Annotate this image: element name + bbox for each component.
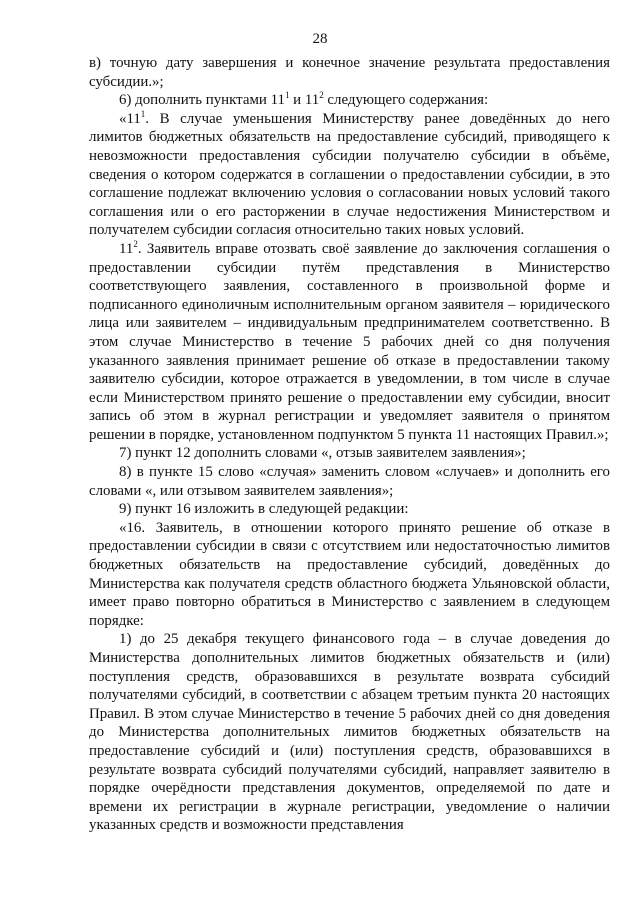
- document-body: [89, 54, 610, 835]
- paragraph-subitem-v: в) точную дату завершения и конечное значение результата предоставления субсидии.»;: [89, 55, 610, 90]
- paragraph-point-16: «16. Заявитель, в отношении которого принято решение об отказе в предоставлении субсидии в связи с отсутствием или недостаточностью лимитов бюджетных обязательств на предоставление субсидий, доведённых до Министерства как получателя средств областного бюджета Ульяновской области, имеет право повторно обратиться в Министерство с заявлением в следующем порядке:: [89, 519, 610, 629]
- paragraph-item-7: 7) пункт 12 дополнить словами «, отзыв заявителем заявления»;: [119, 445, 526, 462]
- paragraph-point-11-1: «$11^1$. В случае уменьшения Министерству ранее доведённых до него лимитов бюджетных обязательств на предоставление субсидий, приводящего к невозможности предоставления субсидии получателю субсидии в объёме, сведения о котором содержатся в соглашении о предоставлении субсидии, в это соглашение подлежат включению условия о согласовании новых условий такого соглашения или о его расторжении в случае недостижения Министерством и получателем субсидии согласия относительно таких новых условий.: [89, 108, 610, 239]
- paragraph-item-9: 9) пункт 16 изложить в следующей редакции:: [119, 501, 409, 518]
- paragraph-item-8: 8) в пункте 15 слово «случая» заменить словом «случаев» и дополнить его словами «, или отзывом заявителем заявления»;: [89, 464, 610, 499]
- paragraph-item-6: 6) дополнить пунктами $11^1$ и $11^2$ следующего содержания:: [119, 90, 489, 109]
- page-number: 28: [312, 31, 328, 47]
- paragraph-point-11-2: $11^2$. Заявитель вправе отозвать своё заявление до заключения соглашения о предоставлении субсидии путём представления в Министерство соответствующего заявления, составленного в произвольной форме и подписанного единоличным исполнительным органом заявителя – юридического лица или заявителем – индивидуальным предпринимателем соответственно. В этом случае Министерство в течение 5 рабочих дней со дня получения указанного заявления принимает решение об отказе в предоставлении такому заявителю субсидии, которое отражается в уведомлении, в том числе в случае если Министерством принято решение о предоставлении ему субсидии, вносит запись об этом в журнал регистрации и уведомляет заявителя о принятом решении в порядке, установленном подпунктом 5 пункта 11 настоящих Правил.»;: [89, 238, 610, 443]
- paragraph-point-16-sub-1: 1) до 25 декабря текущего финансового года – в случае доведения до Министерства дополнительных лимитов бюджетных обязательств и (или) поступления средств, образовавшихся в результате возврата субсидий получателями субсидий, в соответствии с абзацем третьим пункта 20 настоящих Правил. В этом случае Министерство в течение 5 рабочих дней со дня доведения до Министерства дополнительных лимитов бюджетных обязательств на предоставление субсидий и (или) поступления средств, образовавшихся в результате возврата субсидий получателями субсидий, направляет заявителю в порядке очерёдности представления документов, определяемой по дате и времени их регистрации в журнале регистрации, уведомление о наличии указанных средств и возможности представления: [89, 631, 610, 834]
